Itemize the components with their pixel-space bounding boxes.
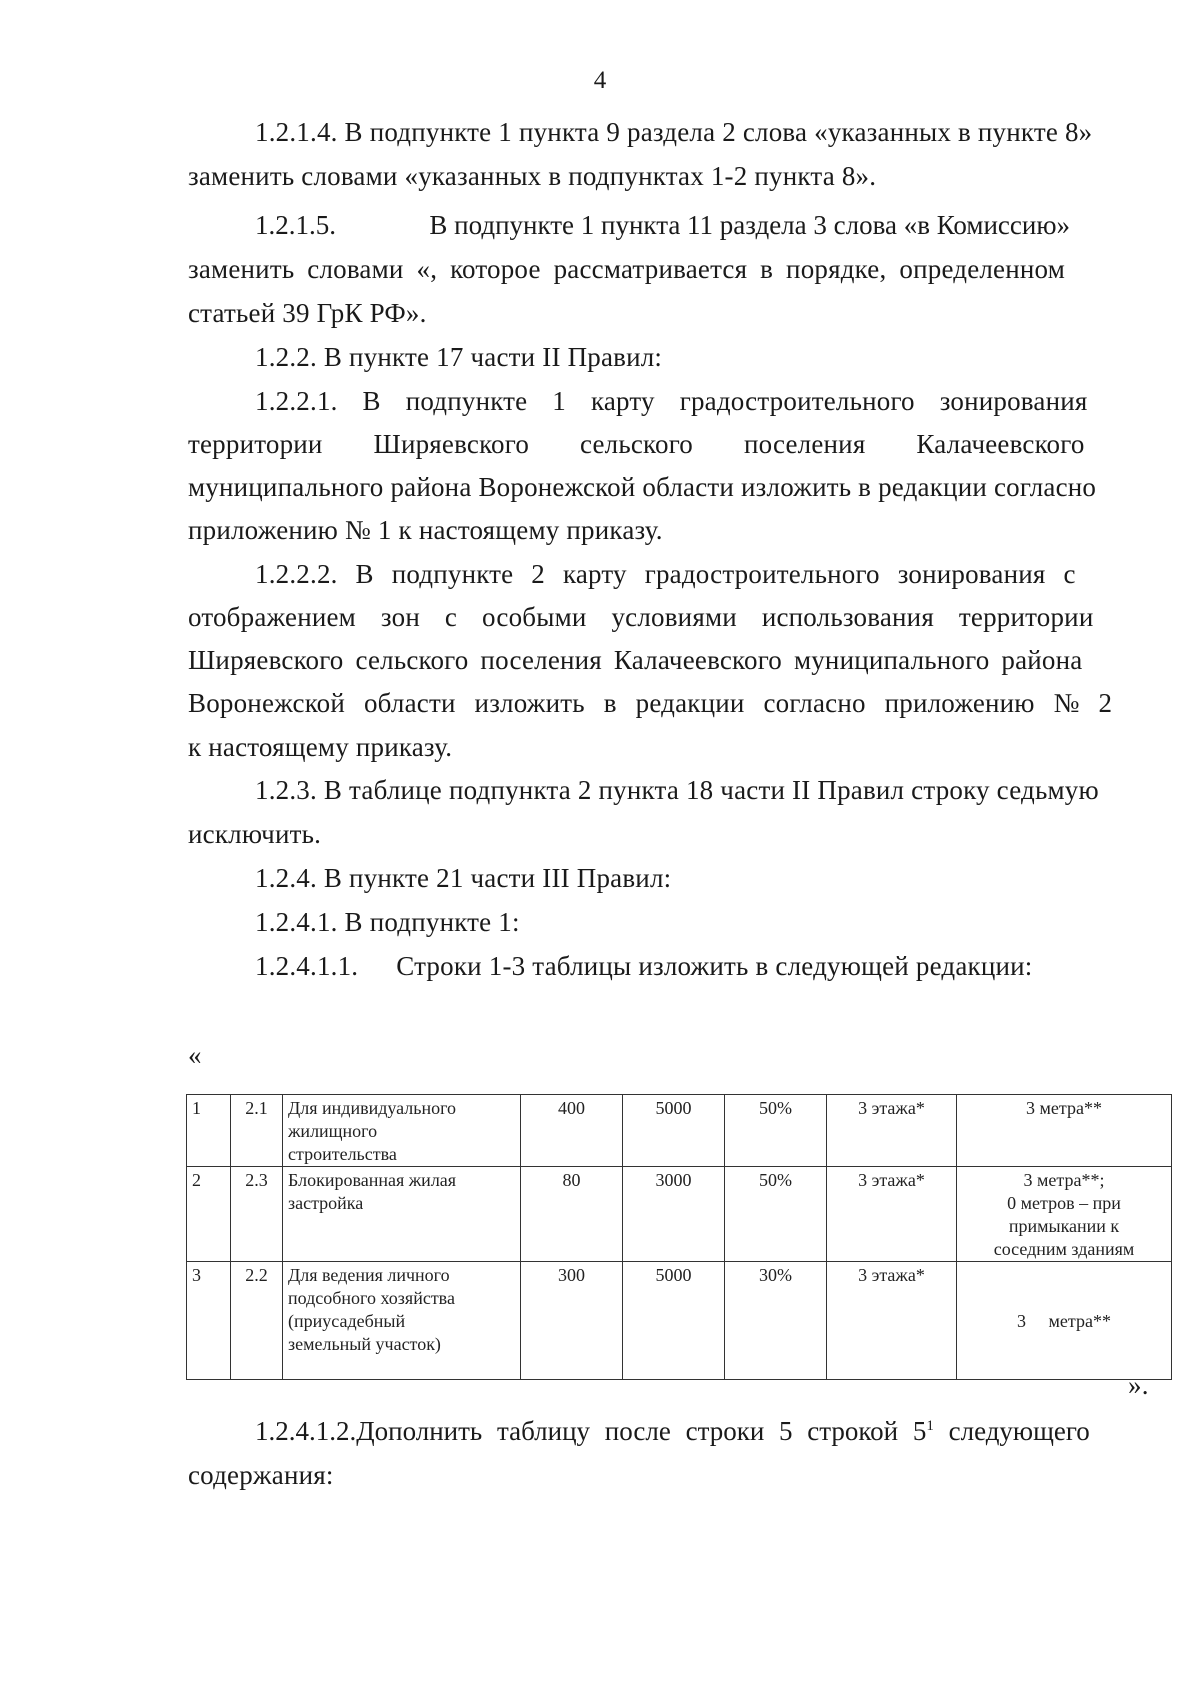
paragraph-5-line-3: Ширяевского сельского поселения Калачеевского муниципального района — [188, 645, 1083, 675]
max-floors: 3 этажа* — [827, 1095, 957, 1167]
coverage-percent: 50% — [725, 1167, 827, 1262]
item-number: 1.2.4.1.1. — [255, 951, 359, 981]
paragraph-1-line-2: заменить словами «указанных в подпунктах 1-2 пункта 8». — [188, 161, 877, 191]
paragraph-5-line-2: отображением зон с особыми условиями использования территории — [188, 602, 1094, 632]
paragraph-9 — [255, 949, 1033, 983]
table-row — [187, 1167, 1172, 1262]
paragraph-8: 1.2.4.1. В подпункте 1: — [255, 907, 520, 937]
coverage-percent: 50% — [725, 1095, 827, 1167]
paragraph-5-line-4: Воронежской области изложить в редакции согласно приложению № 2 — [188, 688, 1113, 718]
use-code: 2.2 — [231, 1262, 283, 1380]
closing-quote: ». — [1128, 1370, 1149, 1400]
min-area: 300 — [521, 1262, 623, 1380]
item-text: Строки 1-3 таблицы изложить в следующей редакции: — [396, 951, 1033, 981]
table-row — [187, 1095, 1172, 1167]
page-number: 4 — [593, 67, 607, 94]
paragraph-4-line-2: территории Ширяевского сельского поселения Калачеевского — [188, 429, 1085, 459]
item-number: 1.2.1.5. — [255, 210, 336, 240]
paragraph-10-line-2: содержания: — [188, 1460, 334, 1490]
table-row — [187, 1262, 1172, 1380]
opening-quote: « — [188, 1040, 202, 1070]
max-area: 5000 — [623, 1262, 725, 1380]
min-indent: 3 метра** — [957, 1095, 1172, 1167]
item-text: В подпункте 1 пункта 11 раздела 3 слова «в Комиссию» — [429, 210, 1070, 240]
use-name: Для индивидуального жилищного строительства — [283, 1095, 521, 1167]
paragraph-2-line-2: заменить словами «, которое рассматривается в порядке, определенном — [188, 254, 1066, 284]
paragraph-7: 1.2.4. В пункте 21 части III Правил: — [255, 863, 672, 893]
paragraph-2-line-1 — [255, 208, 1070, 242]
paragraph-10-line-1 — [255, 1414, 1090, 1448]
paragraph-2-line-3: статьей 39 ГрК РФ». — [188, 298, 427, 328]
item-number: 1.2.4.1.2. — [255, 1416, 357, 1446]
paragraph-5-line-5: к настоящему приказу. — [188, 732, 453, 762]
item-text: Дополнить таблицу после строки 5 строкой $5^1$ следующего — [356, 1416, 1090, 1446]
paragraph-4-line-1: 1.2.2.1. В подпункте 1 карту градостроительного зонирования — [255, 386, 1088, 416]
max-area: 3000 — [623, 1167, 725, 1262]
max-floors: 3 этажа* — [827, 1262, 957, 1380]
paragraph-4-line-4: приложению № 1 к настоящему приказу. — [188, 515, 663, 545]
coverage-percent: 30% — [725, 1262, 827, 1380]
paragraph-4-line-3: муниципального района Воронежской области изложить в редакции согласно — [188, 472, 1097, 502]
min-indent: 3 метра** — [957, 1262, 1172, 1380]
paragraph-3: 1.2.2. В пункте 17 части II Правил: — [255, 342, 663, 372]
min-area: 400 — [521, 1095, 623, 1167]
max-floors: 3 этажа* — [827, 1167, 957, 1262]
max-area: 5000 — [623, 1095, 725, 1167]
row-number: 1 — [187, 1095, 231, 1167]
use-code: 2.3 — [231, 1167, 283, 1262]
row-number: 3 — [187, 1262, 231, 1380]
min-indent: 3 метра**; 0 метров – при примыкании к соседним зданиям — [957, 1167, 1172, 1262]
superscript: 1 — [926, 1418, 934, 1434]
use-name: Для ведения личного подсобного хозяйства (приусадебный земельный участок) — [283, 1262, 521, 1380]
paragraph-6-line-2: исключить. — [188, 819, 322, 849]
paragraph-6-line-1: 1.2.3. В таблице подпункта 2 пункта 18 части II Правил строку седьмую — [255, 775, 1099, 805]
row-number: 2 — [187, 1167, 231, 1262]
paragraph-5-line-1: 1.2.2.2. В подпункте 2 карту градостроительного зонирования с — [255, 559, 1076, 589]
amendment-table — [186, 1094, 1172, 1380]
min-area: 80 — [521, 1167, 623, 1262]
paragraph-1-line-1: 1.2.1.4. В подпункте 1 пункта 9 раздела 2 слова «указанных в пункте 8» — [255, 117, 1093, 147]
use-code: 2.1 — [231, 1095, 283, 1167]
use-name: Блокированная жилая застройка — [283, 1167, 521, 1262]
